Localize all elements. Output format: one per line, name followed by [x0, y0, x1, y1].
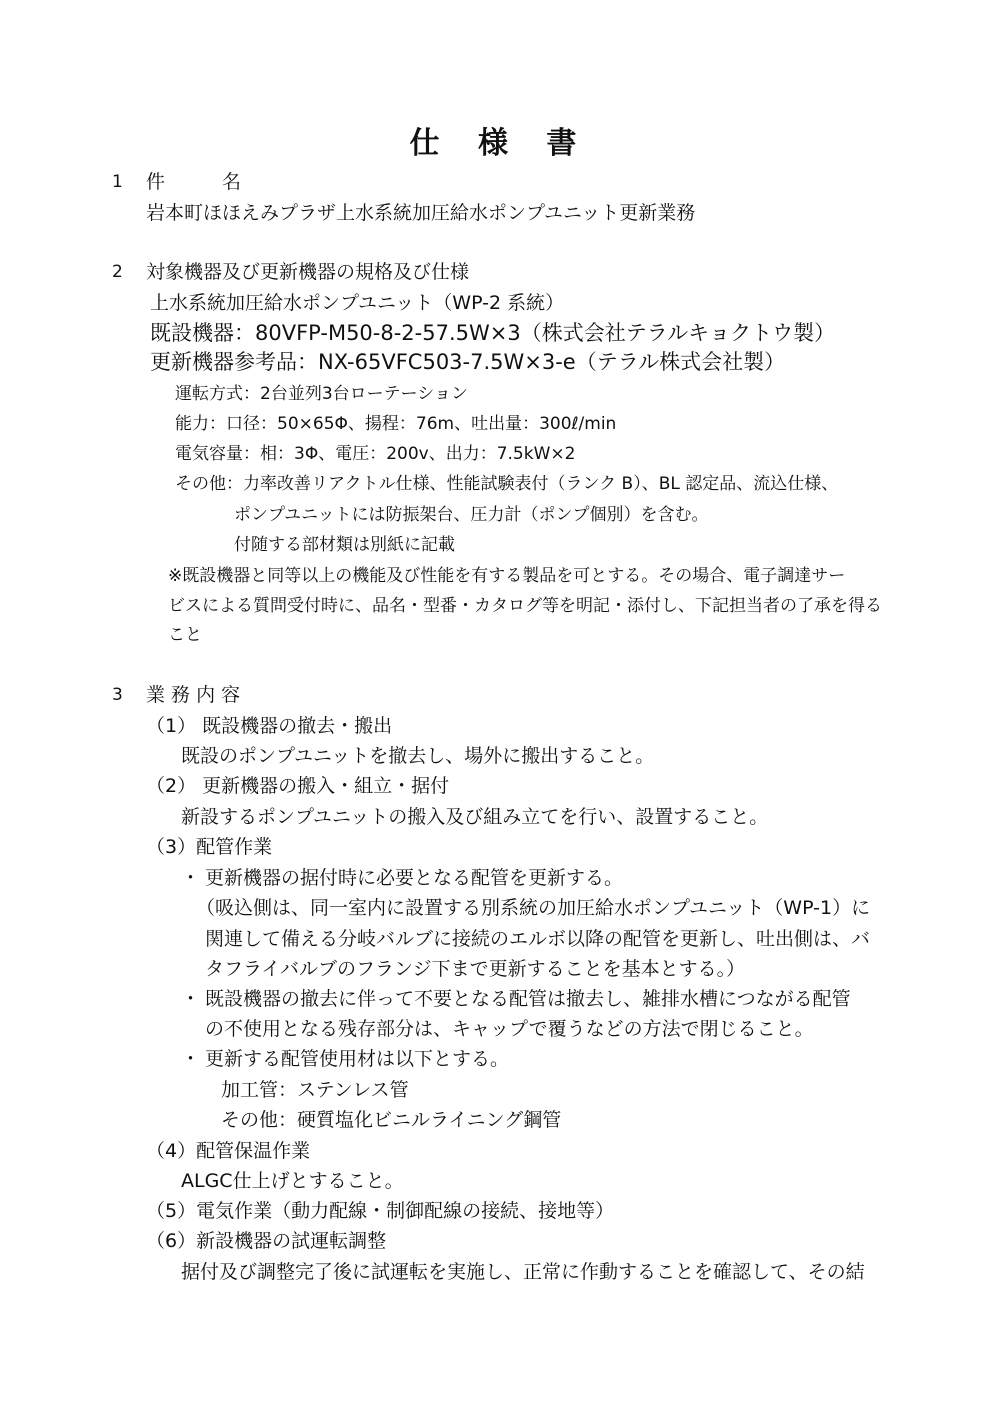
- electric-spec: 電気容量：相：3Φ、電圧：200v、出力：7.5kW×2: [175, 444, 576, 464]
- bullet-2-marker: ・: [181, 988, 201, 1010]
- pump-unit-name: 上水系統加圧給水ポンプユニット（WP-2 系統）: [150, 292, 565, 314]
- item-1-title: （1） 既設機器の撤去・搬出: [146, 715, 393, 737]
- section-3-number: 3: [112, 685, 123, 705]
- other-spec-line-1: その他：力率改善リアクトル仕様、性能試験表付（ランク B）、BL 認定品、流込仕様、: [175, 474, 839, 494]
- item-1-text: 既設のポンプユニットを撤去し、場外に搬出すること。: [181, 745, 655, 767]
- note-line-1: ※既設機器と同等以上の機能及び性能を有する製品を可とする。その場合、電子調達サー: [168, 566, 846, 586]
- bullet-1-marker: ・: [181, 867, 201, 889]
- item-3-bullet-3: 更新する配管使用材は以下とする。: [205, 1048, 510, 1070]
- item-2-title: （2） 更新機器の搬入・組立・据付: [146, 775, 450, 797]
- other-spec-line-3: 付随する部材類は別紙に記載: [234, 535, 455, 555]
- item-3-bullet-2: 既設機器の撤去に伴って不要となる配管は撤去し、雑排水槽につながる配管: [205, 988, 851, 1010]
- section-2-heading: 対象機器及び更新機器の規格及び仕様: [146, 261, 470, 283]
- item-2-text: 新設するポンプユニットの搬入及び組み立てを行い、設置すること。: [181, 806, 769, 828]
- note-line-2: ビスによる質問受付時に、品名・型番・カタログ等を明記・添付し、下記担当者の了承を得る: [168, 596, 882, 616]
- note-line-3: こと: [168, 625, 202, 645]
- section-1-text: 岩本町ほほえみプラザ上水系統加圧給水ポンプユニット更新業務: [146, 202, 696, 224]
- bullet-3-marker: ・: [181, 1048, 201, 1070]
- item-5-title: （5）電気作業（動力配線・制御配線の接続、接地等）: [146, 1200, 615, 1222]
- section-3-heading: 業 務 内 容: [146, 684, 241, 706]
- item-3-title: （3）配管作業: [146, 836, 273, 858]
- document-title: 仕 様 書: [409, 126, 591, 161]
- section-2-number: 2: [112, 262, 123, 282]
- item-4-text: ALGC仕上げとすること。: [181, 1170, 404, 1192]
- item-3-bullet-1-line-2: （吸込側は、同一室内に設置する別系統の加圧給水ポンプユニット（WP-1）に: [196, 897, 871, 919]
- section-1-heading: 件 名: [146, 171, 242, 193]
- section-1-number: 1: [112, 172, 123, 192]
- reference-equipment: 更新機器参考品：NX-65VFC503-7.5W×3-e（テラル株式会社製）: [150, 350, 786, 374]
- item-3-bullet-1: 更新機器の据付時に必要となる配管を更新する。: [205, 867, 624, 889]
- existing-equipment: 既設機器：80VFP-M50-8-2-57.5W×3（株式会社テラルキョクトウ製）: [150, 321, 836, 345]
- item-4-title: （4）配管保温作業: [146, 1140, 311, 1162]
- item-3-bullet-1-line-4: タフライバルブのフランジ下まで更新することを基本とする。）: [205, 958, 746, 980]
- other-spec-line-2: ポンプユニットには防振架台、圧力計（ポンプ個別）を含む。: [234, 505, 709, 525]
- item-6-text: 据付及び調整完了後に試運転を実施し、正常に作動することを確認して、その結: [181, 1261, 865, 1283]
- item-6-title: （6）新設機器の試運転調整: [146, 1230, 387, 1252]
- item-3-bullet-1-line-3: 関連して備える分岐バルブに接続のエルボ以降の配管を更新し、吐出側は、バ: [205, 928, 871, 950]
- operation-method: 運転方式：2台並列3台ローテーション: [175, 384, 468, 404]
- material-processed-pipe: 加工管：ステンレス管: [221, 1079, 409, 1101]
- capacity-spec: 能力：口径：50×65Φ、揚程：76m、吐出量：300ℓ/min: [175, 414, 617, 434]
- item-3-bullet-2-line-2: の不使用となる残存部分は、キャップで覆うなどの方法で閉じること。: [205, 1018, 814, 1040]
- material-other-pipe: その他：硬質塩化ビニルライニング鋼管: [221, 1109, 562, 1131]
